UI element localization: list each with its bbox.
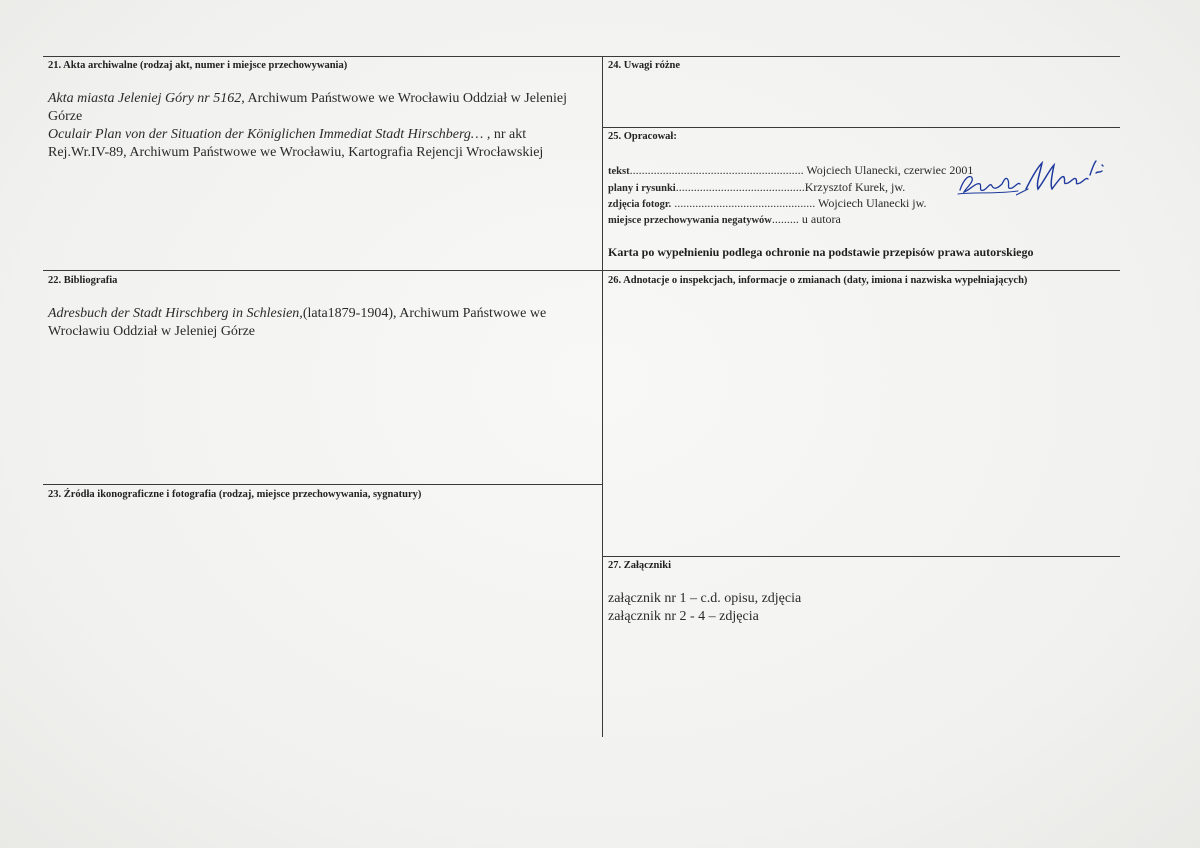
- rule-s23-top: [43, 484, 602, 485]
- signature-kurek: [956, 170, 1022, 198]
- signature-ulanecki: [1016, 155, 1108, 197]
- center-divider: [602, 56, 603, 737]
- attachment-item: załącznik nr 2 - 4 – zdjęcia: [608, 609, 759, 624]
- section-25-heading: 25. Opracował:: [608, 131, 677, 142]
- attachments-list: [608, 590, 1108, 626]
- section-22-heading: 22. Bibliografia: [48, 275, 118, 286]
- rule-s27-top: [602, 556, 1120, 557]
- rule-s22-top: [43, 270, 1120, 271]
- rule-s25-top: [602, 127, 1120, 128]
- credit-row-plans: plany i rysunki...........................................Krzysztof Kurek, jw.: [608, 180, 906, 194]
- attachment-item: załącznik nr 1 – c.d. opisu, zdjęcia: [608, 591, 802, 606]
- credit-row-text: tekst.......................................................... Wojciech Ulanecki, czerwiec 2001: [608, 163, 974, 177]
- section-23-heading: 23. Źródła ikonograficzne i fotografia (rodzaj, miejsce przechowywania, sygnatury): [48, 489, 422, 500]
- section-21-content: [48, 90, 588, 162]
- section-26-heading: 26. Adnotacje o inspekcjach, informacje o zmianach (daty, imiona i nazwiska wypełniających): [608, 275, 1028, 286]
- bibliography-entry: Adresbuch der Stadt Hirschberg in Schlesien,(lata1879-1904), Archiwum Państwowe we Wrocławiu Oddział w Jeleniej Górze: [48, 306, 547, 339]
- section-24-heading: 24. Uwagi różne: [608, 60, 681, 71]
- credit-row-photos: zdjęcia fotogr. ............................................... Wojciech Ulanecki jw.: [608, 196, 927, 210]
- section-27-heading: 27. Załączniki: [608, 560, 672, 571]
- credit-row-negatives: miejsce przechowywania negatywów......... u autora: [608, 212, 841, 226]
- top-rule: [43, 56, 1120, 57]
- archive-entry-1: Akta miasta Jeleniej Góry nr 5162, Archiwum Państwowe we Wrocławiu Oddział w Jeleniej Górze: [48, 91, 568, 124]
- copyright-notice: Karta po wypełnieniu podlega ochronie na podstawie przepisów prawa autorskiego: [608, 245, 1034, 259]
- archive-entry-2: Oculair Plan von der Situation der Königlichen Immediat Stadt Hirschberg… , nr akt Rej.Wr.IV-89, Archiwum Państwowe we Wrocławiu, Kartografia Rejencji Wrocławskiej: [48, 127, 544, 160]
- section-21-heading: 21. Akta archiwalne (rodzaj akt, numer i miejsce przechowywania): [48, 60, 348, 71]
